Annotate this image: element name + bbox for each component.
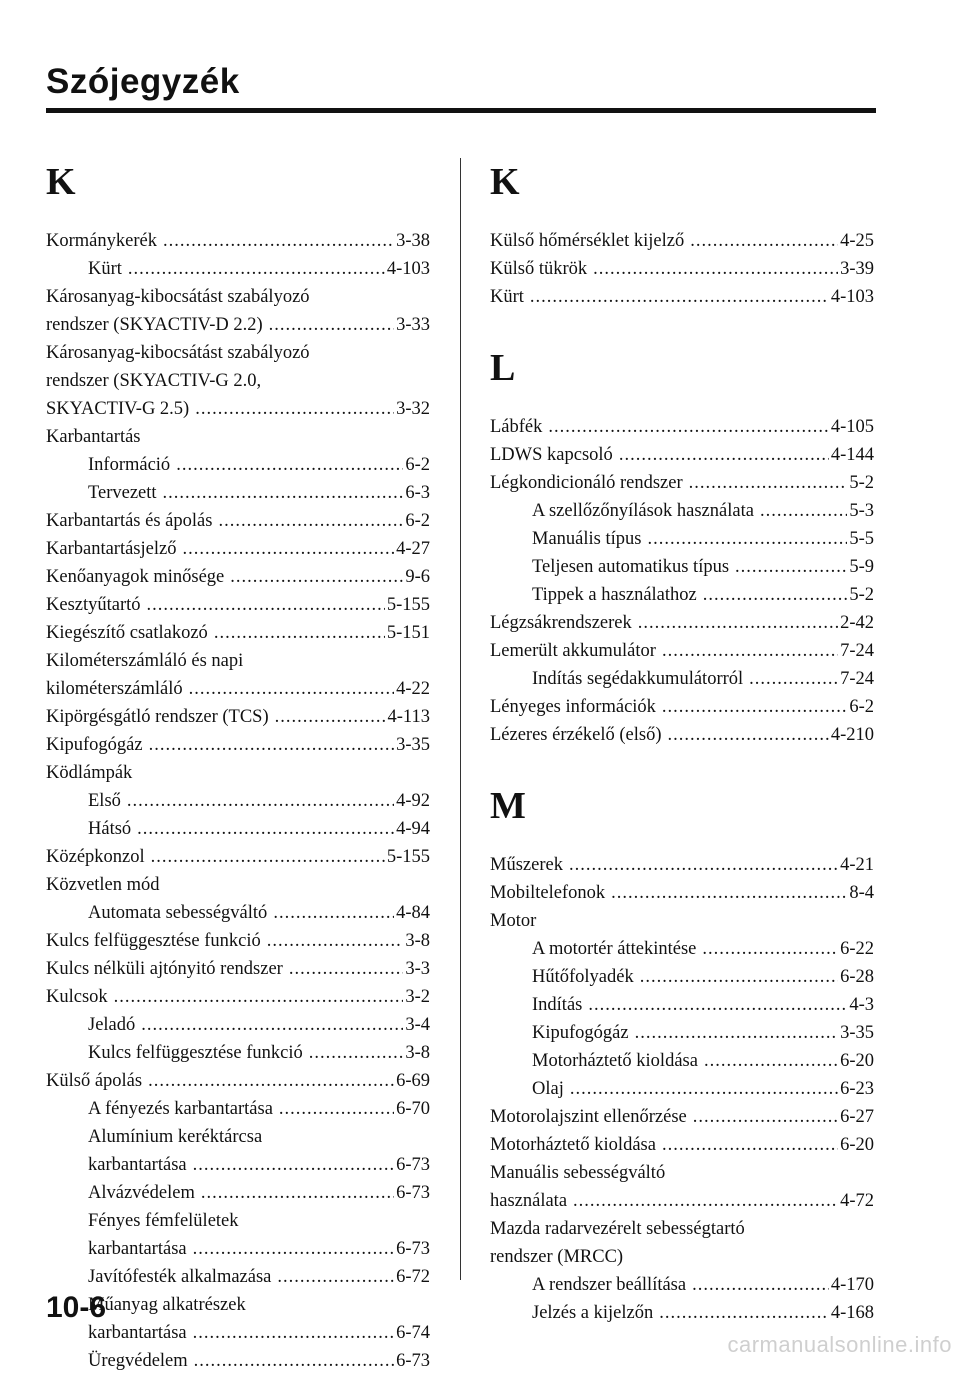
dot-leader xyxy=(588,991,847,1019)
entry-text: Kesztyűtartó xyxy=(46,595,141,615)
entry-text: Hátsó xyxy=(88,819,132,839)
entry-text: Lemerült akkumulátor xyxy=(490,641,656,661)
entry-text: Indítás segédakkumulátorról xyxy=(532,669,744,689)
entry-text: Kenőanyagok minősége xyxy=(46,567,225,587)
entry-page-ref: 6-73 xyxy=(396,1183,430,1203)
entry-text: A rendszer beállítása xyxy=(532,1275,687,1295)
entry-page-ref: 6-69 xyxy=(396,1071,430,1091)
entry-text: A szellőzőnyílások használata xyxy=(532,501,754,521)
entry-text: Külső hőmérséklet kijelző xyxy=(490,231,685,251)
entry-text: Javítófesték alkalmazása xyxy=(88,1267,272,1287)
dot-leader xyxy=(647,525,847,553)
index-entry xyxy=(46,1067,430,1095)
index-entry xyxy=(490,637,874,665)
dot-leader xyxy=(530,283,829,311)
dot-leader xyxy=(277,1263,394,1291)
entry-page-ref: 6-73 xyxy=(396,1239,430,1259)
entry-text: használata xyxy=(490,1191,568,1211)
entry-text: karbantartása xyxy=(88,1155,187,1175)
dot-leader xyxy=(273,899,394,927)
entry-text: Karbantartás és ápolás xyxy=(46,511,213,531)
entry-text: Karbantartás xyxy=(46,427,141,447)
dot-leader xyxy=(148,1067,394,1095)
entry-text: Mobiltelefonok xyxy=(490,883,606,903)
index-subentry xyxy=(490,553,874,581)
index-entry xyxy=(46,619,430,647)
section-title: Szójegyzék xyxy=(46,62,240,101)
index-subentry xyxy=(490,497,874,525)
index-subentry xyxy=(46,787,430,815)
entry-text: Motorháztető kioldása xyxy=(532,1051,698,1071)
index-entry xyxy=(46,591,430,619)
entry-page-ref: 3-8 xyxy=(405,1043,430,1063)
entry-page-ref: 6-20 xyxy=(840,1135,874,1155)
dot-leader xyxy=(689,469,848,497)
dot-leader xyxy=(163,227,394,255)
entry-page-ref: 6-28 xyxy=(840,967,874,987)
entry-text: Kulcs felfüggesztése funkció xyxy=(88,1043,303,1063)
index-entry xyxy=(490,609,874,637)
entry-text: Kilométerszámláló és napi xyxy=(46,651,244,671)
entry-page-ref: 3-32 xyxy=(396,399,430,419)
entry-page-ref: 4-105 xyxy=(830,417,874,437)
entry-page-ref: 3-4 xyxy=(405,1015,430,1035)
dot-leader xyxy=(189,675,394,703)
entry-text: rendszer (MRCC) xyxy=(490,1247,624,1267)
index-subentry xyxy=(46,1347,430,1375)
index-subentry xyxy=(46,1123,430,1151)
index-entry xyxy=(490,907,874,935)
index-subentry xyxy=(490,525,874,553)
entry-text: Kipörgésgátló rendszer (TCS) xyxy=(46,707,269,727)
entry-text: Hűtőfolyadék xyxy=(532,967,634,987)
dot-leader xyxy=(176,451,403,479)
entry-text: Lézeres érzékelő (első) xyxy=(490,725,662,745)
index-entry xyxy=(46,311,430,339)
entry-page-ref: 4-103 xyxy=(386,259,430,279)
entry-page-ref: 4-170 xyxy=(830,1275,874,1295)
index-letter-heading: M xyxy=(490,785,526,827)
dot-leader xyxy=(151,843,385,871)
dot-leader xyxy=(309,1039,404,1067)
entry-text: Kipufogógáz xyxy=(532,1023,629,1043)
entry-page-ref: 4-144 xyxy=(830,445,874,465)
index-entry xyxy=(46,647,430,675)
index-subentry xyxy=(46,1039,430,1067)
entry-text: Motorháztető kioldása xyxy=(490,1135,656,1155)
index-entry xyxy=(490,227,874,255)
index-entry xyxy=(490,1159,874,1187)
entry-text: karbantartása xyxy=(88,1323,187,1343)
index-subentry xyxy=(490,581,874,609)
index-subentry xyxy=(490,1075,874,1103)
entry-page-ref: 6-2 xyxy=(405,455,430,475)
entry-page-ref: 4-113 xyxy=(387,707,430,727)
entry-page-ref: 3-35 xyxy=(840,1023,874,1043)
entry-text: Kulcs felfüggesztése funkció xyxy=(46,931,261,951)
dot-leader xyxy=(570,1075,838,1103)
watermark: carmanualsonline.info xyxy=(727,1332,952,1357)
entry-page-ref: 6-3 xyxy=(405,483,430,503)
index-column-right xyxy=(490,155,874,1327)
entry-text: A fényezés karbantartása xyxy=(88,1099,273,1119)
index-subentry xyxy=(490,1047,874,1075)
dot-leader xyxy=(690,227,838,255)
index-subentry xyxy=(46,1207,430,1235)
entry-page-ref: 9-6 xyxy=(405,567,430,587)
entry-text: karbantartása xyxy=(88,1239,187,1259)
entry-page-ref: 4-22 xyxy=(396,679,430,699)
index-entry xyxy=(46,339,430,367)
entry-page-ref: 4-72 xyxy=(840,1191,874,1211)
dot-leader xyxy=(149,731,394,759)
entry-page-ref: 4-210 xyxy=(830,725,874,745)
index-entry xyxy=(490,283,874,311)
entry-text: Légzsákrendszerek xyxy=(490,613,632,633)
index-subentry xyxy=(490,665,874,693)
entry-text: Középkonzol xyxy=(46,847,145,867)
index-entry xyxy=(490,851,874,879)
dot-leader xyxy=(760,497,847,525)
section-gap xyxy=(490,311,874,341)
index-letter-heading: K xyxy=(46,161,76,203)
dot-leader xyxy=(141,1011,403,1039)
dot-leader xyxy=(275,703,386,731)
dot-leader xyxy=(593,255,838,283)
entry-text: Információ xyxy=(88,455,171,475)
index-subentry xyxy=(490,1019,874,1047)
entry-page-ref: 4-21 xyxy=(840,855,874,875)
entry-text: Indítás xyxy=(532,995,583,1015)
index-subentry xyxy=(46,1263,430,1291)
index-entry xyxy=(490,469,874,497)
index-entry xyxy=(490,879,874,907)
index-subentry xyxy=(490,963,874,991)
entry-text: Lábfék xyxy=(490,417,543,437)
index-subentry xyxy=(46,1095,430,1123)
dot-leader xyxy=(194,1347,394,1375)
index-letter-heading: K xyxy=(490,161,520,203)
entry-page-ref: 3-8 xyxy=(405,931,430,951)
dot-leader xyxy=(218,507,403,535)
dot-leader xyxy=(163,479,404,507)
index-subentry xyxy=(490,935,874,963)
entry-page-ref: 5-155 xyxy=(386,847,430,867)
index-subentry xyxy=(46,815,430,843)
index-entry xyxy=(490,1215,874,1243)
entry-text: Tervezett xyxy=(88,483,157,503)
index-entry xyxy=(46,423,430,451)
entry-page-ref: 3-3 xyxy=(405,959,430,979)
index-subentry xyxy=(46,1151,430,1179)
dot-leader xyxy=(182,535,394,563)
entry-page-ref: 6-74 xyxy=(396,1323,430,1343)
entry-text: Tippek a használathoz xyxy=(532,585,697,605)
entry-page-ref: 5-155 xyxy=(386,595,430,615)
entry-page-ref: 3-35 xyxy=(396,735,430,755)
entry-text: LDWS kapcsoló xyxy=(490,445,613,465)
index-entry xyxy=(46,535,430,563)
index-column-left xyxy=(46,155,430,1375)
dot-leader xyxy=(692,1271,829,1299)
index-entry xyxy=(46,563,430,591)
column-divider xyxy=(460,158,461,1280)
entry-text: Kulcsok xyxy=(46,987,108,1007)
dot-leader xyxy=(127,787,394,815)
entry-page-ref: 6-2 xyxy=(849,697,874,717)
entry-text: Kürt xyxy=(88,259,122,279)
entry-text: Karbantartásjelző xyxy=(46,539,177,559)
index-entry xyxy=(46,731,430,759)
dot-leader xyxy=(662,637,838,665)
entry-page-ref: 4-92 xyxy=(396,791,430,811)
dot-leader xyxy=(668,721,829,749)
dot-leader xyxy=(147,591,385,619)
index-entry xyxy=(46,395,430,423)
index-entry xyxy=(490,1103,874,1131)
dot-leader xyxy=(193,1151,394,1179)
dot-leader xyxy=(193,1319,394,1347)
entry-text: Első xyxy=(88,791,121,811)
index-subentry xyxy=(46,255,430,283)
entry-text: Lényeges információk xyxy=(490,697,656,717)
dot-leader xyxy=(635,1019,838,1047)
entry-text: Kipufogógáz xyxy=(46,735,143,755)
entry-text: Alvázvédelem xyxy=(88,1183,195,1203)
entry-text: Mazda radarvezérelt sebességtartó xyxy=(490,1219,745,1239)
index-entry xyxy=(46,703,430,731)
entry-page-ref: 6-23 xyxy=(840,1079,874,1099)
entry-text: Károsanyag-kibocsátást szabályozó xyxy=(46,343,310,363)
dot-leader xyxy=(702,935,838,963)
entry-text: SKYACTIV-G 2.5) xyxy=(46,399,190,419)
index-subentry xyxy=(46,451,430,479)
entry-text: Kulcs nélküli ajtónyitó rendszer xyxy=(46,959,283,979)
entry-text: Olaj xyxy=(532,1079,564,1099)
index-entry xyxy=(490,693,874,721)
entry-text: Motorolajszint ellenőrzése xyxy=(490,1107,687,1127)
index-entry xyxy=(490,1243,874,1271)
dot-leader xyxy=(693,1103,838,1131)
dot-leader xyxy=(662,693,847,721)
entry-page-ref: 5-2 xyxy=(849,473,874,493)
index-subentry xyxy=(490,1299,874,1327)
index-subentry xyxy=(490,1271,874,1299)
entry-text: Műanyag alkatrészek xyxy=(88,1295,246,1315)
entry-page-ref: 3-2 xyxy=(405,987,430,1007)
index-entry xyxy=(46,283,430,311)
entry-text: Alumínium keréktárcsa xyxy=(88,1127,263,1147)
index-entry xyxy=(490,1187,874,1215)
index-entry xyxy=(490,255,874,283)
entry-text: Légkondicionáló rendszer xyxy=(490,473,683,493)
entry-page-ref: 3-39 xyxy=(840,259,874,279)
entry-text: Jeladó xyxy=(88,1015,136,1035)
index-entry xyxy=(490,441,874,469)
dot-leader xyxy=(640,963,838,991)
page-number: 10-6 xyxy=(46,1291,107,1324)
index-entry xyxy=(46,871,430,899)
dot-leader xyxy=(279,1095,394,1123)
entry-text: Külső tükrök xyxy=(490,259,588,279)
index-subentry xyxy=(46,1011,430,1039)
dot-leader xyxy=(735,553,847,581)
dot-leader xyxy=(137,815,394,843)
index-entry xyxy=(46,759,430,787)
entry-page-ref: 4-168 xyxy=(830,1303,874,1323)
dot-leader xyxy=(619,441,829,469)
entry-text: Jelzés a kijelzőn xyxy=(532,1303,654,1323)
index-entry xyxy=(490,1131,874,1159)
index-entry xyxy=(490,413,874,441)
entry-text: Kormánykerék xyxy=(46,231,157,251)
dot-leader xyxy=(114,983,404,1011)
dot-leader xyxy=(611,879,847,907)
dot-leader xyxy=(201,1179,394,1207)
entry-text: Kürt xyxy=(490,287,524,307)
dot-leader xyxy=(214,619,385,647)
entry-page-ref: 5-151 xyxy=(386,623,430,643)
entry-text: Manuális sebességváltó xyxy=(490,1163,666,1183)
entry-text: Üregvédelem xyxy=(88,1351,188,1371)
dot-leader xyxy=(704,1047,838,1075)
index-entry xyxy=(46,675,430,703)
entry-text: Automata sebességváltó xyxy=(88,903,268,923)
dot-leader xyxy=(193,1235,394,1263)
entry-text: rendszer (SKYACTIV-D 2.2) xyxy=(46,315,263,335)
entry-text: kilométerszámláló xyxy=(46,679,183,699)
entry-page-ref: 4-3 xyxy=(849,995,874,1015)
entry-page-ref: 4-27 xyxy=(396,539,430,559)
entry-text: Teljesen automatikus típus xyxy=(532,557,730,577)
entry-page-ref: 4-103 xyxy=(830,287,874,307)
dot-leader xyxy=(573,1187,838,1215)
index-entry xyxy=(46,227,430,255)
entry-page-ref: 3-38 xyxy=(396,231,430,251)
entry-text: Külső ápolás xyxy=(46,1071,143,1091)
dot-leader xyxy=(230,563,403,591)
entry-page-ref: 4-94 xyxy=(396,819,430,839)
index-entry xyxy=(46,843,430,871)
dot-leader xyxy=(128,255,385,283)
dot-leader xyxy=(749,665,838,693)
index-entry xyxy=(46,927,430,955)
entry-page-ref: 5-9 xyxy=(849,557,874,577)
entry-page-ref: 5-3 xyxy=(849,501,874,521)
index-entry xyxy=(46,367,430,395)
index-subentry xyxy=(46,479,430,507)
entry-page-ref: 8-4 xyxy=(849,883,874,903)
index-entry xyxy=(490,721,874,749)
entry-page-ref: 2-42 xyxy=(840,613,874,633)
dot-leader xyxy=(569,851,838,879)
dot-leader xyxy=(195,395,394,423)
section-gap xyxy=(490,749,874,779)
entry-text: Károsanyag-kibocsátást szabályozó xyxy=(46,287,310,307)
index-letter-heading: L xyxy=(490,347,516,389)
entry-page-ref: 5-2 xyxy=(849,585,874,605)
index-subentry xyxy=(46,1235,430,1263)
entry-page-ref: 6-22 xyxy=(840,939,874,959)
entry-page-ref: 4-25 xyxy=(840,231,874,251)
index-entry xyxy=(46,955,430,983)
entry-text: Manuális típus xyxy=(532,529,642,549)
entry-text: Kiegészítő csatlakozó xyxy=(46,623,208,643)
entry-page-ref: 6-72 xyxy=(396,1267,430,1287)
dot-leader xyxy=(289,955,403,983)
dot-leader xyxy=(659,1299,829,1327)
entry-page-ref: 6-27 xyxy=(840,1107,874,1127)
entry-page-ref: 6-73 xyxy=(396,1155,430,1175)
entry-page-ref: 7-24 xyxy=(840,641,874,661)
dot-leader xyxy=(638,609,838,637)
index-entry xyxy=(46,507,430,535)
entry-text: A motortér áttekintése xyxy=(532,939,697,959)
entry-text: Motor xyxy=(490,911,537,931)
entry-page-ref: 6-70 xyxy=(396,1099,430,1119)
entry-page-ref: 6-20 xyxy=(840,1051,874,1071)
index-subentry xyxy=(46,1179,430,1207)
entry-page-ref: 7-24 xyxy=(840,669,874,689)
entry-page-ref: 5-5 xyxy=(849,529,874,549)
dot-leader xyxy=(703,581,848,609)
entry-text: Műszerek xyxy=(490,855,563,875)
dot-leader xyxy=(548,413,828,441)
entry-text: Ködlámpák xyxy=(46,763,133,783)
index-subentry xyxy=(46,899,430,927)
entry-page-ref: 6-73 xyxy=(396,1351,430,1371)
dot-leader xyxy=(267,927,404,955)
header-rule xyxy=(46,108,876,113)
entry-text: Közvetlen mód xyxy=(46,875,160,895)
entry-page-ref: 6-2 xyxy=(405,511,430,531)
dot-leader xyxy=(269,311,394,339)
index-subentry xyxy=(490,991,874,1019)
entry-text: Fényes fémfelületek xyxy=(88,1211,239,1231)
entry-page-ref: 3-33 xyxy=(396,315,430,335)
entry-text: rendszer (SKYACTIV-G 2.0, xyxy=(46,371,262,391)
index-entry xyxy=(46,983,430,1011)
dot-leader xyxy=(662,1131,838,1159)
entry-page-ref: 4-84 xyxy=(396,903,430,923)
